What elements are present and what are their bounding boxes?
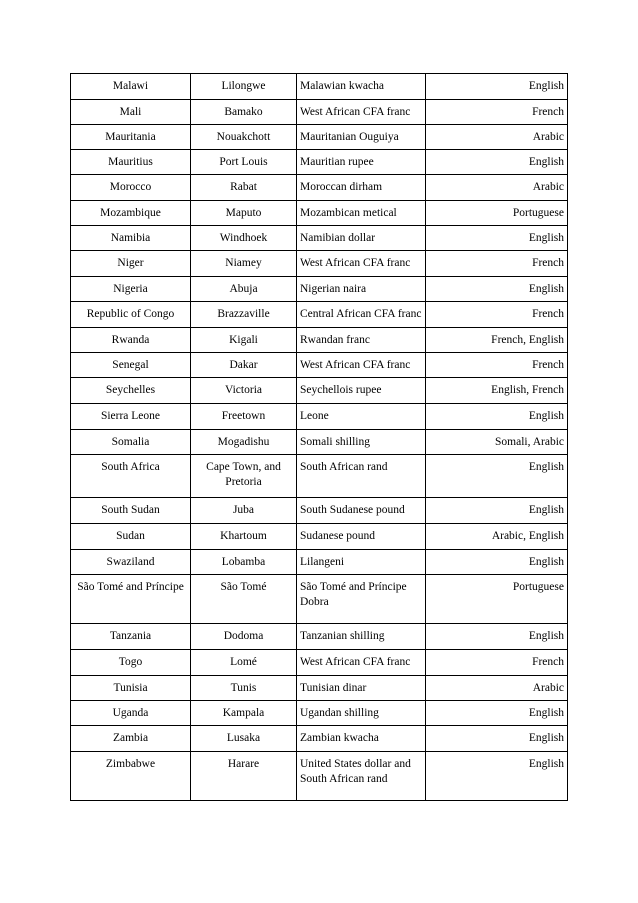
capital-cell: Khartoum <box>191 524 297 550</box>
table-row <box>71 378 568 404</box>
table-row <box>71 726 568 752</box>
language-cell: English <box>426 701 568 726</box>
country-cell: Tanzania <box>71 624 191 650</box>
capital-cell: Victoria <box>191 378 297 404</box>
table-row <box>71 150 568 175</box>
language-cell: English, French <box>426 378 568 404</box>
language-cell: English <box>426 150 568 175</box>
capital-cell: Cape Town, and Pretoria <box>191 455 297 498</box>
language-cell: English <box>426 226 568 251</box>
currency-cell: Seychellois rupee <box>297 378 426 404</box>
currency-cell: Leone <box>297 404 426 430</box>
language-cell: Arabic, English <box>426 524 568 550</box>
language-cell: Arabic <box>426 125 568 150</box>
language-cell: French <box>426 251 568 277</box>
currency-cell: West African CFA franc <box>297 353 426 378</box>
currency-cell: Mauritian rupee <box>297 150 426 175</box>
language-cell: English <box>426 455 568 498</box>
table-row <box>71 676 568 701</box>
table-row <box>71 175 568 201</box>
capital-cell: Juba <box>191 498 297 524</box>
language-cell: English <box>426 624 568 650</box>
country-cell: Somalia <box>71 430 191 455</box>
capital-cell: Lomé <box>191 650 297 676</box>
table-row <box>71 752 568 801</box>
table-row <box>71 251 568 277</box>
table-row <box>71 650 568 676</box>
country-cell: Rwanda <box>71 328 191 353</box>
currency-cell: Tunisian dinar <box>297 676 426 701</box>
language-cell: English <box>426 404 568 430</box>
currency-cell: Ugandan shilling <box>297 701 426 726</box>
capital-cell: Harare <box>191 752 297 801</box>
currency-cell: West African CFA franc <box>297 100 426 125</box>
country-cell: Tunisia <box>71 676 191 701</box>
country-cell: Sudan <box>71 524 191 550</box>
currency-cell: South Sudanese pound <box>297 498 426 524</box>
language-cell: French, English <box>426 328 568 353</box>
language-cell: English <box>426 498 568 524</box>
capital-cell: Dodoma <box>191 624 297 650</box>
currency-cell: West African CFA franc <box>297 251 426 277</box>
capital-cell: Mogadishu <box>191 430 297 455</box>
capital-cell: Kampala <box>191 701 297 726</box>
language-cell: English <box>426 277 568 302</box>
country-cell: Seychelles <box>71 378 191 404</box>
language-cell: English <box>426 74 568 100</box>
language-cell: French <box>426 100 568 125</box>
currency-cell: Sudanese pound <box>297 524 426 550</box>
table-row <box>71 455 568 498</box>
currency-cell: Central African CFA franc <box>297 302 426 328</box>
table-row <box>71 328 568 353</box>
capital-cell: Freetown <box>191 404 297 430</box>
table-row <box>71 701 568 726</box>
country-cell: Malawi <box>71 74 191 100</box>
currency-cell: Tanzanian shilling <box>297 624 426 650</box>
capital-cell: Port Louis <box>191 150 297 175</box>
table-row <box>71 498 568 524</box>
currency-cell: Namibian dollar <box>297 226 426 251</box>
currency-cell: Mozambican metical <box>297 201 426 226</box>
table-body <box>71 74 568 801</box>
currency-cell: Zambian kwacha <box>297 726 426 752</box>
country-cell: Nigeria <box>71 277 191 302</box>
table-row <box>71 226 568 251</box>
table-row <box>71 524 568 550</box>
table-row <box>71 74 568 100</box>
country-cell: Mauritius <box>71 150 191 175</box>
currency-cell: West African CFA franc <box>297 650 426 676</box>
language-cell: English <box>426 752 568 801</box>
table-row <box>71 125 568 150</box>
capital-cell: Lilongwe <box>191 74 297 100</box>
country-cell: Senegal <box>71 353 191 378</box>
capital-cell: Bamako <box>191 100 297 125</box>
table-row <box>71 201 568 226</box>
country-cell: São Tomé and Príncipe <box>71 575 191 624</box>
language-cell: French <box>426 302 568 328</box>
country-cell: Mauritania <box>71 125 191 150</box>
country-cell: Sierra Leone <box>71 404 191 430</box>
table-row <box>71 550 568 575</box>
currency-cell: São Tomé and Príncipe Dobra <box>297 575 426 624</box>
capital-cell: Lobamba <box>191 550 297 575</box>
country-cell: Morocco <box>71 175 191 201</box>
currency-cell: Moroccan dirham <box>297 175 426 201</box>
language-cell: French <box>426 353 568 378</box>
country-cell: Republic of Congo <box>71 302 191 328</box>
language-cell: French <box>426 650 568 676</box>
table-row <box>71 575 568 624</box>
currency-cell: Malawian kwacha <box>297 74 426 100</box>
country-cell: Zambia <box>71 726 191 752</box>
capital-cell: Kigali <box>191 328 297 353</box>
country-cell: Mali <box>71 100 191 125</box>
language-cell: Somali, Arabic <box>426 430 568 455</box>
capital-cell: Tunis <box>191 676 297 701</box>
country-cell: South Sudan <box>71 498 191 524</box>
countries-table <box>70 73 568 801</box>
capital-cell: Lusaka <box>191 726 297 752</box>
country-cell: Swaziland <box>71 550 191 575</box>
language-cell: English <box>426 550 568 575</box>
currency-cell: South African rand <box>297 455 426 498</box>
currency-cell: United States dollar and South African rand <box>297 752 426 801</box>
country-cell: Togo <box>71 650 191 676</box>
currency-cell: Somali shilling <box>297 430 426 455</box>
capital-cell: Abuja <box>191 277 297 302</box>
capital-cell: São Tomé <box>191 575 297 624</box>
table-row <box>71 430 568 455</box>
language-cell: Arabic <box>426 175 568 201</box>
language-cell: Arabic <box>426 676 568 701</box>
currency-cell: Mauritanian Ouguiya <box>297 125 426 150</box>
country-cell: Zimbabwe <box>71 752 191 801</box>
table-row <box>71 277 568 302</box>
language-cell: Portuguese <box>426 201 568 226</box>
country-cell: South Africa <box>71 455 191 498</box>
capital-cell: Dakar <box>191 353 297 378</box>
table-row <box>71 100 568 125</box>
country-cell: Namibia <box>71 226 191 251</box>
table-row <box>71 302 568 328</box>
currency-cell: Lilangeni <box>297 550 426 575</box>
table-row <box>71 353 568 378</box>
table-row <box>71 624 568 650</box>
country-cell: Niger <box>71 251 191 277</box>
table-row <box>71 404 568 430</box>
country-cell: Mozambique <box>71 201 191 226</box>
currency-cell: Nigerian naira <box>297 277 426 302</box>
language-cell: English <box>426 726 568 752</box>
language-cell: Portuguese <box>426 575 568 624</box>
capital-cell: Nouakchott <box>191 125 297 150</box>
currency-cell: Rwandan franc <box>297 328 426 353</box>
capital-cell: Rabat <box>191 175 297 201</box>
country-cell: Uganda <box>71 701 191 726</box>
capital-cell: Brazzaville <box>191 302 297 328</box>
capital-cell: Niamey <box>191 251 297 277</box>
capital-cell: Windhoek <box>191 226 297 251</box>
capital-cell: Maputo <box>191 201 297 226</box>
